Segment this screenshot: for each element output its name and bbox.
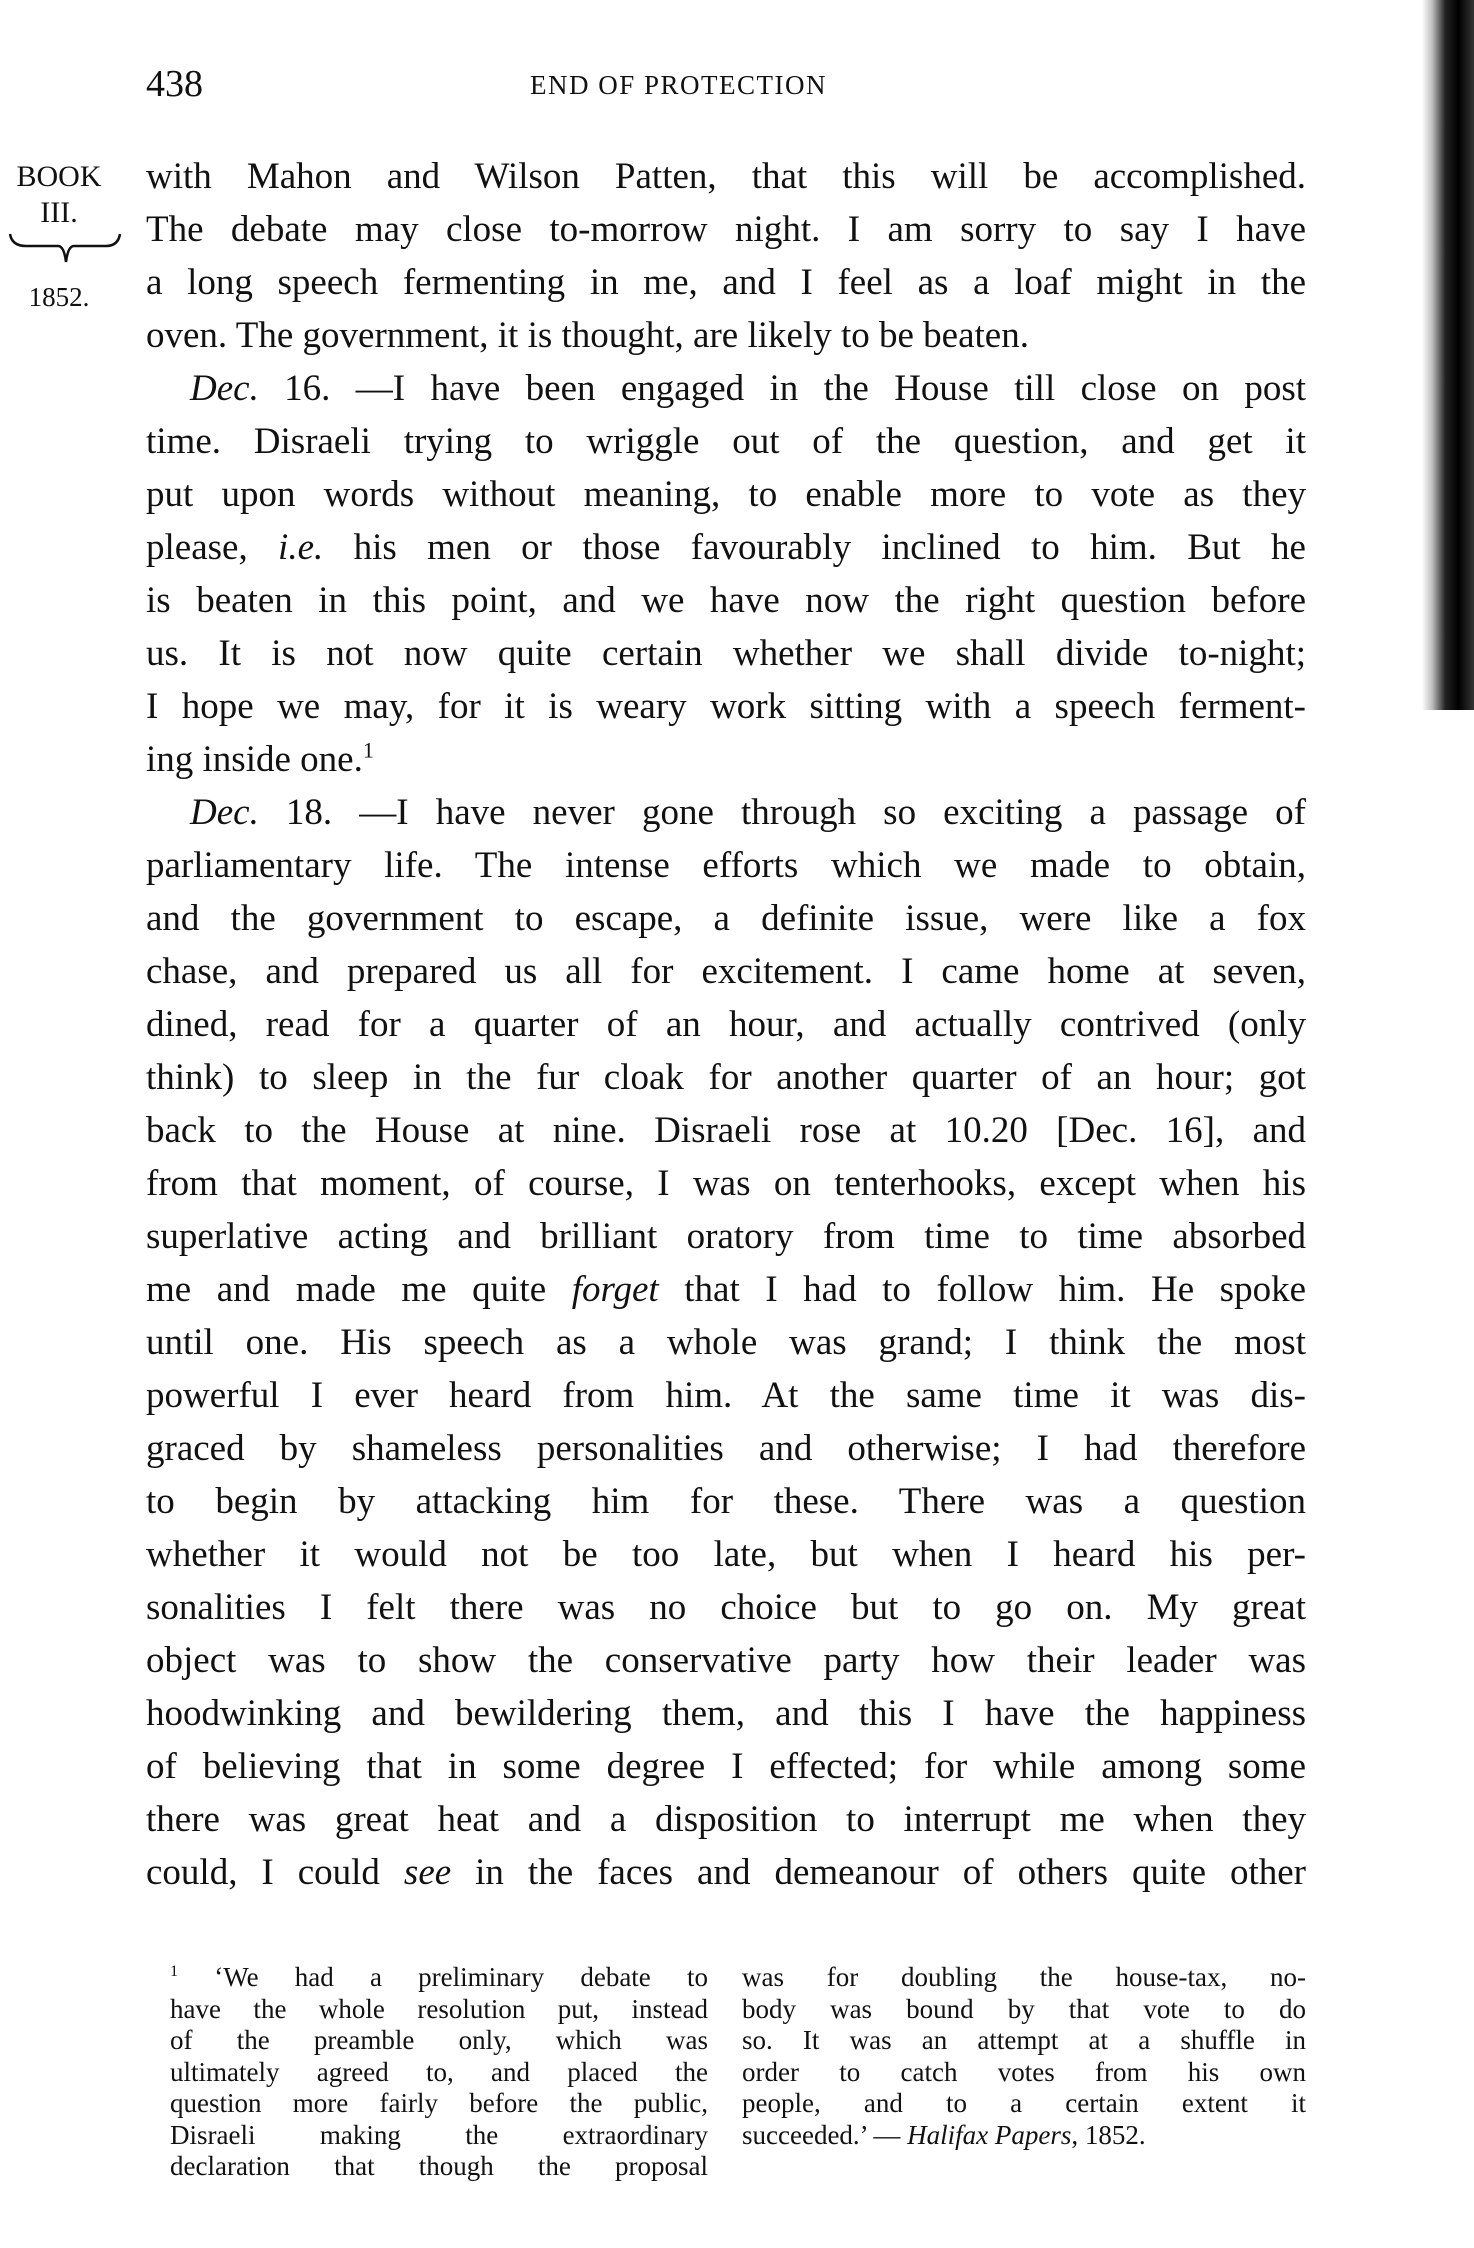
footnote-right-column — [742, 1962, 1306, 2151]
text-line — [146, 1687, 1306, 1740]
text-line — [170, 2057, 708, 2089]
text-segment: ing inside one. — [146, 739, 363, 780]
text-segment: in the faces and demeanour of others quite other — [451, 1852, 1306, 1893]
text-line — [146, 1475, 1306, 1528]
page-number: 438 — [146, 63, 203, 105]
text-segment: of believing that in some degree I effected; for while among some — [146, 1746, 1306, 1787]
text-line — [146, 1422, 1306, 1475]
text-segment: a long speech fermenting in me, and I feel as a loaf might in the — [146, 262, 1306, 303]
text-line — [742, 2025, 1306, 2057]
text-segment: with Mahon and Wilson Patten, that this will be accomplished. — [146, 156, 1306, 197]
text-line — [170, 2120, 708, 2152]
text-line — [146, 1793, 1306, 1846]
text-segment: there was great heat and a disposition to interrupt me when they — [146, 1799, 1306, 1840]
body-text — [146, 150, 1306, 1899]
text-line — [146, 998, 1306, 1051]
text-segment: powerful I ever heard from him. At the same time it was dis- — [146, 1375, 1306, 1416]
text-segment: ‘We had a preliminary debate to — [178, 1962, 708, 1992]
text-line — [146, 362, 1306, 415]
italic-text: Halifax Papers — [907, 2119, 1072, 2150]
text-segment: The debate may close to-morrow night. I am sorry to say I have — [146, 209, 1306, 250]
text-segment: , 1852. — [1071, 2119, 1146, 2150]
margin-volume: III. — [40, 196, 78, 229]
text-segment: superlative acting and brilliant oratory from time to time absorbed — [146, 1216, 1306, 1257]
text-line — [146, 1051, 1306, 1104]
text-line — [742, 1994, 1306, 2026]
text-line — [146, 150, 1306, 203]
text-line — [146, 892, 1306, 945]
text-segment: parliamentary life. The intense efforts which we made to obtain, — [146, 845, 1306, 886]
text-segment: to begin by attacking him for these. There was a question — [146, 1481, 1306, 1522]
text-segment: oven. The government, it is thought, are likely to be beaten. — [146, 315, 1029, 356]
text-segment: his men or those favourably inclined to him. But he — [323, 527, 1306, 568]
text-segment: please, — [146, 527, 279, 568]
text-line — [146, 521, 1306, 574]
text-line — [146, 839, 1306, 892]
text-line — [742, 2120, 1306, 2152]
margin-book: BOOK — [16, 160, 102, 193]
italic-text: Dec. — [190, 792, 259, 833]
text-line — [146, 1846, 1306, 1899]
text-segment: hoodwinking and bewildering them, and this I have the happiness — [146, 1693, 1306, 1734]
brace-mark — [6, 232, 124, 272]
text-line — [170, 2088, 708, 2120]
text-line — [742, 2088, 1306, 2120]
text-segment: chase, and prepared us all for excitement. I came home at seven, — [146, 951, 1306, 992]
text-segment: from that moment, of course, I was on tenterhooks, except when his — [146, 1163, 1306, 1204]
text-line — [146, 203, 1306, 256]
text-segment: graced by shameless personalities and otherwise; I had therefore — [146, 1428, 1306, 1469]
margin-year: 1852. — [28, 282, 90, 312]
text-segment: of the preamble only, which was — [170, 2025, 708, 2055]
text-segment: whether it would not be too late, but when I heard his per- — [146, 1534, 1306, 1575]
text-segment: could, I could — [146, 1852, 404, 1893]
text-segment: declaration that though the proposal — [170, 2151, 708, 2181]
text-line — [146, 680, 1306, 733]
text-segment: Disraeli making the extraordinary — [170, 2119, 708, 2150]
text-line — [742, 2057, 1306, 2089]
text-line — [146, 1369, 1306, 1422]
text-segment: have the whole resolution put, instead — [170, 1993, 708, 2024]
text-segment: me and made me quite — [146, 1269, 572, 1310]
italic-text: see — [403, 1852, 452, 1893]
text-segment: time. Disraeli trying to wriggle out of the question, and get it — [146, 421, 1306, 462]
text-segment: 16. —I have been engaged in the House till close on post — [258, 368, 1306, 409]
text-line — [146, 945, 1306, 998]
text-segment: put upon words without meaning, to enable more to vote as they — [146, 474, 1306, 515]
text-segment: dined, read for a quarter of an hour, and actually contrived (only — [146, 1004, 1306, 1045]
text-segment: that I had to follow him. He spoke — [658, 1269, 1306, 1310]
text-line — [146, 1528, 1306, 1581]
text-segment: ultimately agreed to, and placed the — [170, 2056, 708, 2087]
scan-edge-shadow — [1422, 0, 1474, 710]
text-line — [146, 1316, 1306, 1369]
text-segment: people, and to a certain extent it — [742, 2088, 1306, 2118]
text-segment: us. It is not now quite certain whether we shall divide to-night; — [146, 633, 1306, 674]
footnote-marker: 1 — [170, 1962, 179, 1980]
text-line — [170, 1962, 708, 1994]
text-segment: question more fairly before the public, — [170, 2088, 708, 2118]
text-line — [146, 733, 1306, 786]
text-line — [146, 1104, 1306, 1157]
text-line — [170, 2025, 708, 2057]
text-line — [146, 256, 1306, 309]
text-segment: sonalities I felt there was no choice but to go on. My great — [146, 1587, 1306, 1628]
text-segment: order to catch votes from his own — [742, 2056, 1306, 2087]
text-segment: think) to sleep in the fur cloak for another quarter of an hour; got — [146, 1057, 1306, 1098]
text-line — [146, 1263, 1306, 1316]
text-line — [146, 1210, 1306, 1263]
text-line — [742, 1962, 1306, 1994]
italic-text: i.e. — [278, 527, 324, 568]
text-segment: until one. His speech as a whole was grand; I think the most — [146, 1322, 1306, 1363]
text-segment: 18. —I have never gone through so exciting a passage of — [258, 792, 1306, 833]
italic-text: Dec. — [190, 368, 259, 409]
text-segment: succeeded.’ — — [742, 2119, 908, 2150]
text-line — [146, 574, 1306, 627]
text-segment: and the government to escape, a definite issue, were like a fox — [146, 898, 1306, 939]
text-line — [170, 2151, 708, 2183]
text-line — [146, 309, 1306, 362]
text-segment: back to the House at nine. Disraeli rose at 10.20 [Dec. 16], and — [146, 1110, 1306, 1151]
text-segment: I hope we may, for it is weary work sitting with a speech ferment- — [146, 686, 1306, 727]
text-segment: was for doubling the house-tax, no- — [742, 1962, 1306, 1992]
text-line — [146, 786, 1306, 839]
text-line — [146, 1634, 1306, 1687]
text-segment: so. It was an attempt at a shuffle in — [742, 2025, 1306, 2055]
text-line — [146, 1740, 1306, 1793]
running-head: END OF PROTECTION — [530, 70, 828, 100]
text-segment: object was to show the conservative party how their leader was — [146, 1640, 1306, 1681]
text-line — [146, 1157, 1306, 1210]
italic-text: forget — [571, 1269, 659, 1310]
text-segment: body was bound by that vote to do — [742, 1993, 1306, 2024]
footnote-marker: 1 — [362, 737, 374, 763]
text-line — [146, 627, 1306, 680]
text-line — [170, 1994, 708, 2026]
text-line — [146, 1581, 1306, 1634]
text-segment: is beaten in this point, and we have now the right question before — [146, 580, 1306, 621]
text-line — [146, 415, 1306, 468]
text-line — [146, 468, 1306, 521]
footnote-left-column — [170, 1962, 708, 2183]
